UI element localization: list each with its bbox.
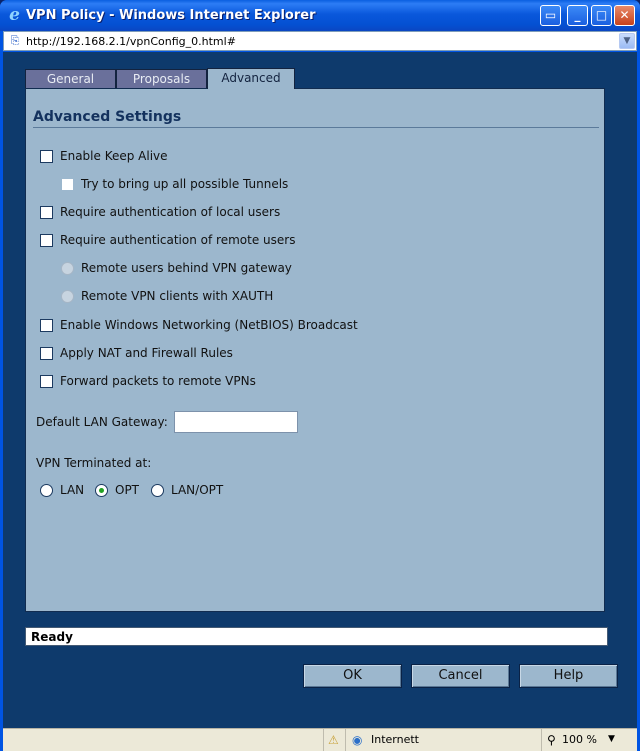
protected-mode-icon: ⚠ bbox=[328, 733, 339, 747]
netbios-label: Enable Windows Networking (NetBIOS) Broadcast bbox=[60, 318, 358, 332]
forward-packets-checkbox[interactable] bbox=[40, 375, 53, 388]
section-title: Advanced Settings bbox=[33, 109, 182, 125]
auth-local-row[interactable] bbox=[40, 204, 280, 220]
browser-status-bar bbox=[3, 728, 637, 751]
dialog-content bbox=[3, 52, 637, 728]
maximize-button[interactable]: □ bbox=[591, 5, 612, 26]
keep-alive-checkbox[interactable] bbox=[40, 150, 53, 163]
auth-remote-row[interactable] bbox=[40, 232, 295, 248]
terminated-lanopt-radio[interactable] bbox=[151, 484, 164, 497]
terminated-lanopt-label: LAN/OPT bbox=[171, 483, 224, 497]
status-seg-zone bbox=[345, 729, 541, 751]
remote-xauth-radio[interactable] bbox=[61, 290, 74, 303]
help-button[interactable]: Help bbox=[519, 664, 618, 688]
zoom-dropdown-icon[interactable]: ▼ bbox=[608, 734, 615, 744]
tab-proposals[interactable]: Proposals bbox=[116, 69, 207, 89]
remote-behind-gateway-label: Remote users behind VPN gateway bbox=[81, 261, 292, 275]
tab-general[interactable]: General bbox=[25, 69, 116, 89]
all-tunnels-checkbox[interactable] bbox=[61, 178, 74, 191]
window-title: VPN Policy - Windows Internet Explorer bbox=[26, 8, 316, 23]
remote-xauth-row[interactable] bbox=[61, 288, 273, 304]
all-tunnels-label: Try to bring up all possible Tunnels bbox=[81, 177, 289, 191]
auth-local-label: Require authentication of local users bbox=[60, 205, 281, 219]
status-seg-zoom[interactable] bbox=[541, 729, 637, 751]
ie-logo-icon: e bbox=[9, 5, 20, 25]
remote-xauth-label: Remote VPN clients with XAUTH bbox=[81, 289, 274, 303]
zoom-level[interactable]: 100 % bbox=[562, 733, 597, 746]
title-bar[interactable] bbox=[0, 0, 640, 31]
ok-button[interactable]: OK bbox=[303, 664, 402, 688]
terminated-opt-radio[interactable] bbox=[95, 484, 108, 497]
tab-advanced[interactable]: Advanced bbox=[207, 68, 295, 89]
zoom-icon: ⚲ bbox=[547, 733, 556, 747]
all-tunnels-row[interactable] bbox=[61, 176, 288, 192]
remote-behind-gateway-row[interactable] bbox=[61, 260, 292, 276]
terminated-lan-row[interactable] bbox=[40, 482, 84, 498]
address-bar[interactable] bbox=[3, 31, 637, 51]
default-gateway-label: Default LAN Gateway: bbox=[36, 415, 168, 429]
auth-remote-label: Require authentication of remote users bbox=[60, 233, 296, 247]
auth-local-checkbox[interactable] bbox=[40, 206, 53, 219]
nat-rules-label: Apply NAT and Firewall Rules bbox=[60, 346, 233, 360]
minimize-button[interactable]: _ bbox=[567, 5, 588, 26]
nat-rules-checkbox[interactable] bbox=[40, 347, 53, 360]
section-divider bbox=[33, 127, 599, 128]
address-dropdown-icon[interactable]: ▼ bbox=[619, 33, 635, 49]
cancel-button[interactable]: Cancel bbox=[411, 664, 510, 688]
keep-alive-label: Enable Keep Alive bbox=[60, 149, 168, 163]
keep-alive-row[interactable] bbox=[40, 148, 168, 164]
forward-packets-label: Forward packets to remote VPNs bbox=[60, 374, 256, 388]
terminated-lan-label: LAN bbox=[60, 483, 85, 497]
remote-behind-gateway-radio[interactable] bbox=[61, 262, 74, 275]
terminated-lan-radio[interactable] bbox=[40, 484, 53, 497]
forward-packets-row[interactable] bbox=[40, 373, 256, 389]
status-text: Ready bbox=[31, 630, 73, 644]
close-button[interactable]: ✕ bbox=[614, 5, 635, 26]
status-seg-security bbox=[323, 729, 345, 751]
status-box bbox=[25, 627, 608, 646]
netbios-checkbox[interactable] bbox=[40, 319, 53, 332]
advanced-settings-panel bbox=[25, 88, 605, 612]
terminated-lanopt-row[interactable] bbox=[151, 482, 223, 498]
nat-rules-row[interactable] bbox=[40, 345, 233, 361]
auth-remote-checkbox[interactable] bbox=[40, 234, 53, 247]
internet-zone-icon: ◉ bbox=[352, 733, 363, 747]
zone-text: Internett bbox=[371, 733, 419, 746]
terminated-opt-row[interactable] bbox=[95, 482, 139, 498]
netbios-row[interactable] bbox=[40, 317, 358, 333]
address-url[interactable]: http://192.168.2.1/vpnConfig_0.html# bbox=[26, 35, 236, 48]
vpn-terminated-label: VPN Terminated at: bbox=[36, 456, 152, 470]
page-icon: ⎘ bbox=[10, 34, 20, 47]
default-gateway-input[interactable] bbox=[174, 411, 298, 433]
tile-window-icon[interactable]: ▭ bbox=[540, 5, 561, 26]
terminated-opt-label: OPT bbox=[115, 483, 140, 497]
